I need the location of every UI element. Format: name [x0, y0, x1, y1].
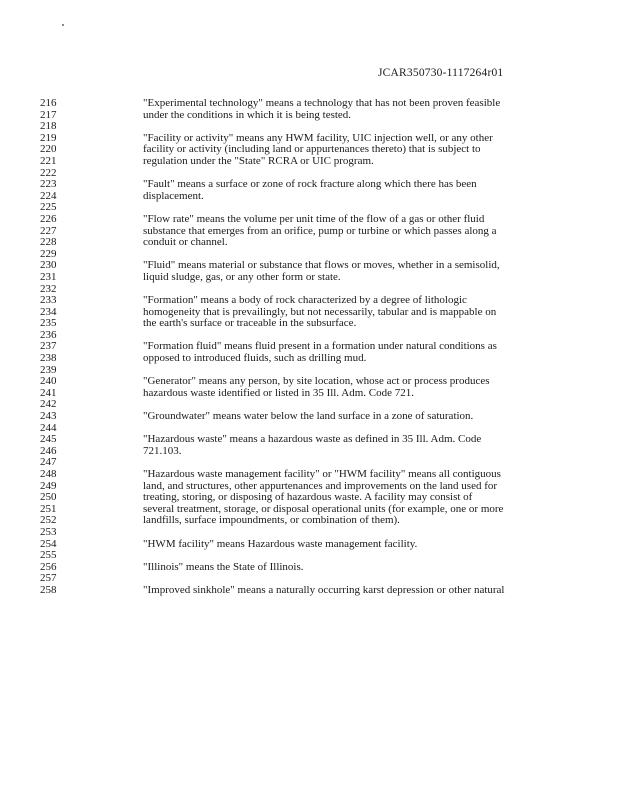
line-number: 231: [40, 270, 57, 283]
line-text: "Formation" means a body of rock characterized by a degree of lithologic: [143, 294, 467, 307]
document-id: JCAR350730-1117264r01: [378, 67, 504, 79]
line-number: 253: [40, 525, 57, 538]
line-number: 246: [40, 444, 57, 457]
line-number: 226: [40, 212, 57, 225]
line-number: 221: [40, 154, 57, 167]
line-number: 233: [40, 294, 57, 307]
document-line: [0, 550, 618, 562]
line-number: 255: [40, 549, 57, 562]
line-text: "Hazardous waste management facility" or "HWM facility" means all contiguous: [143, 468, 501, 480]
line-text: hazardous waste identified or listed in 35 Ill. Adm. Code 721.: [143, 386, 414, 399]
line-number: 240: [40, 375, 57, 388]
line-number: 232: [40, 282, 57, 295]
line-text: opposed to introduced fluids, such as drilling mud.: [143, 352, 367, 365]
line-number: 237: [40, 340, 57, 353]
document-line: [0, 226, 618, 238]
document-line: [0, 98, 618, 110]
line-text: conduit or channel.: [143, 236, 228, 249]
line-text: facility or activity (including land or appurtenances thereto) that is subject to: [143, 143, 481, 156]
line-text: "Flow rate" means the volume per unit time of the flow of a gas or other fluid: [143, 212, 485, 225]
line-text: "HWM facility" means Hazardous waste management facility.: [143, 537, 418, 550]
document-line: [0, 527, 618, 539]
line-text: "Fault" means a surface or zone of rock fracture along which there has been: [143, 178, 477, 191]
line-number: 222: [40, 166, 57, 179]
document-line: [0, 295, 618, 307]
line-text: land, and structures, other appurtenances and improvements on the land used for: [143, 479, 498, 492]
line-text: treating, storing, or disposing of hazardous waste. A facility may consist of: [143, 491, 473, 504]
document-body: [0, 98, 618, 597]
line-number: 250: [40, 491, 57, 504]
document-line: [0, 446, 618, 458]
document-line: [0, 191, 618, 203]
line-number: 258: [40, 583, 57, 596]
line-text: landfills, surface impoundments, or combination of them).: [143, 514, 400, 527]
line-number: 225: [40, 201, 57, 214]
document-line: [0, 272, 618, 284]
line-text: several treatment, storage, or disposal operational units (for example, one or more: [143, 502, 504, 515]
line-number: 244: [40, 421, 57, 434]
line-number: 247: [40, 456, 57, 469]
document-line: [0, 179, 618, 191]
line-text: the earth's surface or traceable in the subsurface.: [143, 317, 357, 330]
document-line: [0, 156, 618, 168]
line-number: 216: [40, 97, 57, 109]
line-number: 238: [40, 352, 57, 365]
line-number: 228: [40, 236, 57, 249]
line-number: 220: [40, 143, 57, 156]
line-text: homogeneity that is prevailingly, but not necessarily, tabular and is mappable on: [143, 305, 497, 318]
line-number: 239: [40, 363, 57, 376]
document-line: [0, 585, 618, 597]
line-number: 236: [40, 328, 57, 341]
document-line: [0, 388, 618, 400]
line-number: 223: [40, 178, 57, 191]
line-text: "Formation fluid" means fluid present in a formation under natural conditions as: [143, 340, 497, 353]
document-line: [0, 237, 618, 249]
line-number: 254: [40, 537, 57, 550]
line-number: 224: [40, 189, 57, 202]
line-number: 229: [40, 247, 57, 260]
document-line: [0, 411, 618, 423]
line-number: 227: [40, 224, 57, 237]
line-text: "Facility or activity" means any HWM facility, UIC injection well, or any other: [143, 131, 493, 144]
line-text: regulation under the "State" RCRA or UIC program.: [143, 154, 374, 167]
line-number: 242: [40, 398, 57, 411]
line-number: 218: [40, 120, 57, 133]
line-text: "Experimental technology" means a technology that has not been proven feasible: [143, 97, 501, 109]
line-number: 235: [40, 317, 57, 330]
line-text: displacement.: [143, 189, 204, 202]
document-line: [0, 562, 618, 574]
line-number: 243: [40, 410, 57, 423]
document-line: [0, 214, 618, 226]
line-text: "Illinois" means the State of Illinois.: [143, 560, 304, 573]
scan-speck: [62, 24, 64, 26]
document-line: [0, 318, 618, 330]
line-number: 234: [40, 305, 57, 318]
line-text: "Groundwater" means water below the land surface in a zone of saturation.: [143, 410, 474, 423]
line-number: 248: [40, 468, 57, 480]
line-number: 256: [40, 560, 57, 573]
line-number: 219: [40, 131, 57, 144]
line-text: "Fluid" means material or substance that flows or moves, whether in a semisolid,: [143, 259, 500, 272]
line-number: 241: [40, 386, 57, 399]
line-number: 249: [40, 479, 57, 492]
line-number: 251: [40, 502, 57, 515]
line-text: 721.103.: [143, 444, 182, 457]
document-line: [0, 353, 618, 365]
line-number: 217: [40, 108, 57, 121]
document-line: [0, 539, 618, 551]
line-text: liquid sludge, gas, or any other form or state.: [143, 270, 341, 283]
line-text: under the conditions in which it is being tested.: [143, 108, 352, 121]
line-number: 257: [40, 572, 57, 585]
line-number: 245: [40, 433, 57, 446]
line-number: 252: [40, 514, 57, 527]
document-line: [0, 515, 618, 527]
line-text: substance that emerges from an orifice, pump or turbine or which passes along a: [143, 224, 497, 237]
line-text: "Hazardous waste" means a hazardous waste as defined in 35 Ill. Adm. Code: [143, 433, 482, 446]
document-line: [0, 434, 618, 446]
line-text: "Improved sinkhole" means a naturally occurring karst depression or other natural: [143, 583, 505, 596]
line-text: "Generator" means any person, by site location, whose act or process produces: [143, 375, 490, 388]
document-line: [0, 110, 618, 122]
document-line: [0, 469, 618, 481]
line-number: 230: [40, 259, 57, 272]
